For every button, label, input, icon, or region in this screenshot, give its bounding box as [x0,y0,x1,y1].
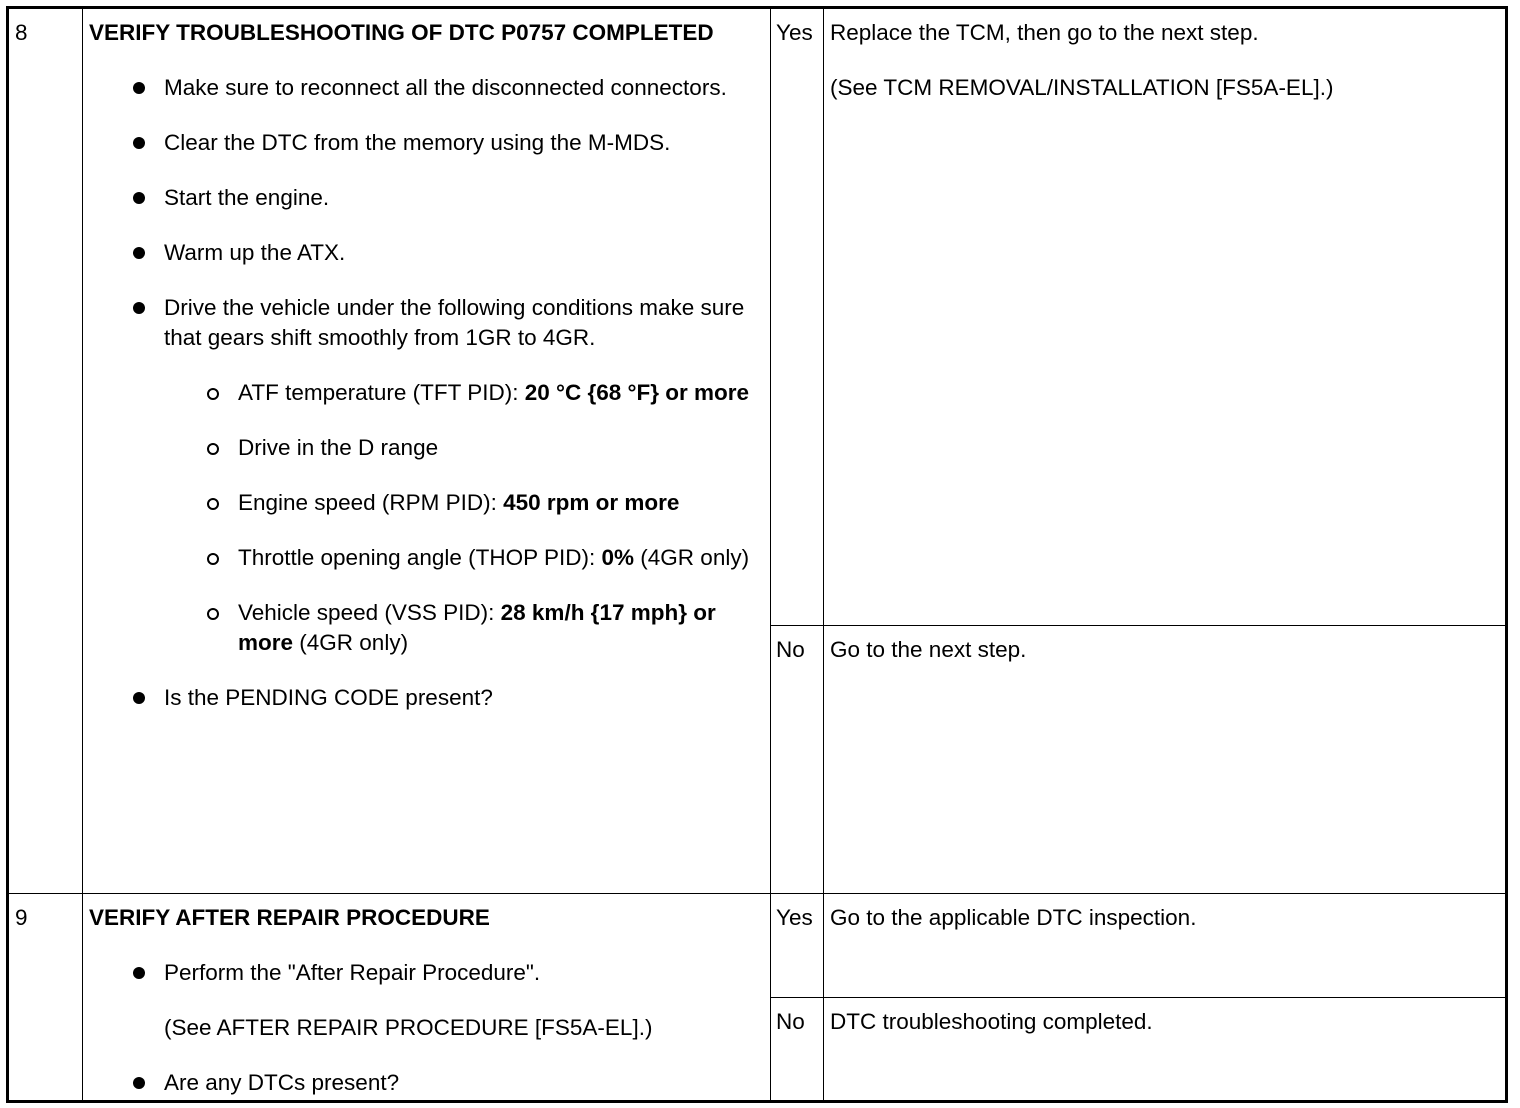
condition-item [164,378,756,408]
condition-value: 20 °C {68 °F} or more [524,380,750,405]
yes-label: Yes [776,905,813,930]
condition-value: 450 rpm or more [503,490,680,515]
condition-label: Engine speed (RPM PID): [238,490,504,515]
step-8-yes-result-cell [824,8,1507,626]
condition-label: Throttle opening angle (THOP PID): [238,545,602,570]
step-8-yes-row [8,8,1507,626]
bullet-item-drive-conditions [89,293,756,658]
condition-value: 0% [601,545,635,570]
bullet-item: Make sure to reconnect all the disconnected connectors. [89,73,756,103]
condition-item [164,598,756,658]
step-number: 8 [15,20,28,45]
condition-label: Vehicle speed (VSS PID): [238,600,501,625]
step-title: VERIFY TROUBLESHOOTING OF DTC P0757 COMPLETED [89,20,714,45]
condition-item [164,488,756,518]
step-9-number-cell [8,894,83,1102]
step-8-yes-label-cell [771,8,824,626]
step-9-procedure-cell [83,894,771,1102]
reference-text: (See AFTER REPAIR PROCEDURE [FS5A-EL].) [164,1015,653,1040]
step-9-no-label-cell [771,998,824,1102]
step-9-yes-row [8,894,1507,998]
result-action: Go to the applicable DTC inspection. [830,905,1197,930]
step-9-yes-label-cell [771,894,824,998]
no-label: No [776,637,805,662]
condition-label: Drive in the D range [238,435,439,460]
bullet-item: Perform the "After Repair Procedure". [89,958,756,988]
step-8-procedure-cell [83,8,771,894]
result-action: DTC troubleshooting completed. [830,1009,1153,1034]
result-reference: (See TCM REMOVAL/INSTALLATION [FS5A-EL].) [830,75,1334,100]
step-title: VERIFY AFTER REPAIR PROCEDURE [89,905,490,930]
bullet-text: Drive the vehicle under the following conditions make sure that gears shift smoothly from 1GR to 4GR. [164,295,745,350]
bullet-item: Warm up the ATX. [89,238,756,268]
step-9-no-result-cell [824,998,1507,1102]
bullet-item-question: Are any DTCs present? [89,1068,756,1098]
condition-item [164,543,756,573]
bullet-item: Start the engine. [89,183,756,213]
condition-item [164,433,756,463]
bullet-item-question: Is the PENDING CODE present? [89,683,756,713]
condition-value: 28 km/h {17 mph} or more [238,600,716,655]
bullet-item: Clear the DTC from the memory using the M-MDS. [89,128,756,158]
step-8-number-cell [8,8,83,894]
condition-label: ATF temperature (TFT PID): [238,380,525,405]
no-label: No [776,1009,805,1034]
step-8-bullet-list [89,73,756,713]
step-9-yes-result-cell [824,894,1507,998]
step-9-question-list [89,1068,756,1098]
yes-label: Yes [776,20,813,45]
condition-suffix: (4GR only) [634,545,750,570]
condition-suffix: (4GR only) [293,630,409,655]
step-8-no-label-cell [771,626,824,894]
troubleshooting-table [6,6,1508,1103]
result-action: Replace the TCM, then go to the next step. [830,20,1259,45]
result-action: Go to the next step. [830,637,1027,662]
condition-list [164,378,756,658]
step-number: 9 [15,905,28,930]
step-8-no-result-cell [824,626,1507,894]
step-9-bullet-list [89,958,756,988]
